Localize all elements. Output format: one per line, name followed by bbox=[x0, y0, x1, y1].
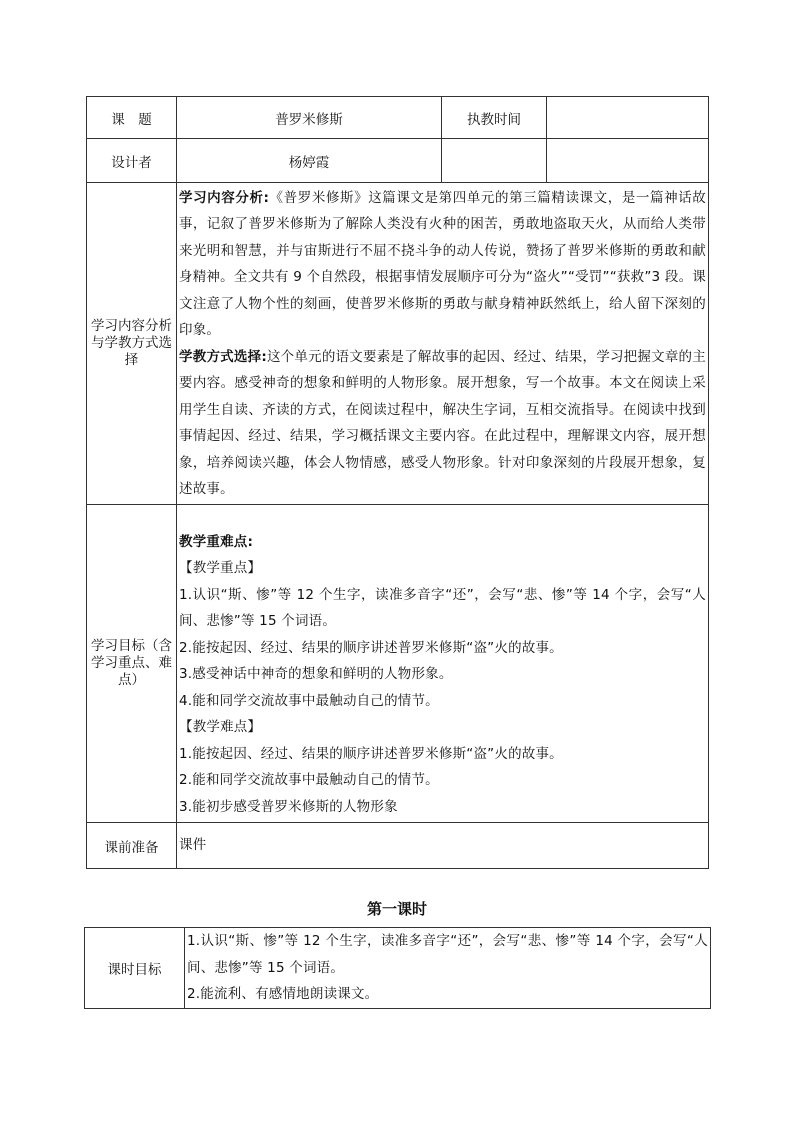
prep-value: 课件 bbox=[177, 823, 709, 869]
designer-extra bbox=[442, 139, 547, 183]
prep-label: 课前准备 bbox=[87, 823, 177, 869]
topic-label: 课 题 bbox=[87, 97, 177, 139]
analysis-paragraph-1 bbox=[179, 185, 706, 344]
goals-heading: 教学重难点: bbox=[179, 533, 254, 550]
lesson-title: 第一课时 bbox=[366, 900, 427, 918]
goals-content bbox=[177, 505, 709, 823]
lesson-goal-table bbox=[84, 927, 711, 1009]
lesson-goal-item: 1.认识“斯、惨”等 12 个生字，读准多音字“还”，会写“悲、惨”等 14 个字，会写“人间、悲惨”等 15 个词语。 bbox=[187, 933, 708, 976]
goals-label: 学习目标（含学习重点、难点） bbox=[87, 505, 177, 823]
analysis-text-1: 《普罗米修斯》这篇课文是第四单元的第三篇精读课文，是一篇神话故事，记叙了普罗米修斯为了解除人类没有火种的困苦，勇敢地盗取天火，从而给人类带来光明和智慧，并与宙斯进行不屈不挠斗争的动人传说，赞扬了普罗米修斯的勇敢和献身精神。全文共有 9 个自然段，根据事情发展顺序可分为“盗火”“受罚”“获救”3 段。课文注意了人物个性的刻画，使普罗米修斯的勇敢与献身精神跃然纸上，给人留下深刻的印象。 bbox=[179, 189, 706, 338]
topic-value: 普罗米修斯 bbox=[177, 97, 442, 139]
lesson-goal-item: 2.能流利、有感情地朗读课文。 bbox=[187, 986, 379, 1002]
analysis-heading-2: 学教方式选择: bbox=[179, 348, 267, 365]
analysis-paragraph-2 bbox=[179, 344, 706, 503]
difficulty-item: 1.能按起因、经过、结果的顺序讲述普罗米修斯“盗”火的故事。 bbox=[179, 745, 563, 762]
key-points-heading: 【教学重点】 bbox=[179, 560, 262, 577]
time-label: 执教时间 bbox=[442, 97, 547, 139]
lesson-goal-content bbox=[185, 928, 711, 1009]
designer-value: 杨婷霞 bbox=[177, 139, 442, 183]
key-item: 4.能和同学交流故事中最触动自己的情节。 bbox=[179, 692, 439, 709]
lesson-goal-label: 课时目标 bbox=[85, 928, 185, 1009]
difficulty-heading: 【教学难点】 bbox=[179, 719, 262, 736]
key-item: 1.认识“斯、惨”等 12 个生字，读准多音字“还”，会写“悲、惨”等 14 个字，会写“人间、悲惨”等 15 个词语。 bbox=[179, 586, 706, 630]
designer-label: 设计者 bbox=[87, 139, 177, 183]
difficulty-item: 3.能初步感受普罗米修斯的人物形象 bbox=[179, 798, 398, 815]
analysis-content bbox=[177, 183, 709, 505]
analysis-label: 学习内容分析与学教方式选择 bbox=[87, 183, 177, 505]
difficulty-item: 2.能和同学交流故事中最触动自己的情节。 bbox=[179, 772, 439, 789]
lesson-plan-table bbox=[86, 96, 709, 869]
key-item: 3.感受神话中神奇的想象和鲜明的人物形象。 bbox=[179, 666, 453, 683]
empty-cell bbox=[547, 139, 709, 183]
analysis-heading-1: 学习内容分析: bbox=[179, 189, 270, 206]
time-value bbox=[547, 97, 709, 139]
analysis-text-2: 这个单元的语文要素是了解故事的起因、经过、结果，学习把握文章的主要内容。感受神奇的想象和鲜明的人物形象。展开想象，写一个故事。本文在阅读上采用学生自读、齐读的方式，在阅读过程中，解决生字词，互相交流指导。在阅读中找到事情起因、经过、结果，学习概括课文主要内容。在此过程中，理解课文内容，展开想象，培养阅读兴趣，体会人物情感，感受人物形象。针对印象深刻的片段展开想象，复述故事。 bbox=[179, 348, 706, 497]
key-item: 2.能按起因、经过、结果的顺序讲述普罗米修斯“盗”火的故事。 bbox=[179, 639, 563, 656]
